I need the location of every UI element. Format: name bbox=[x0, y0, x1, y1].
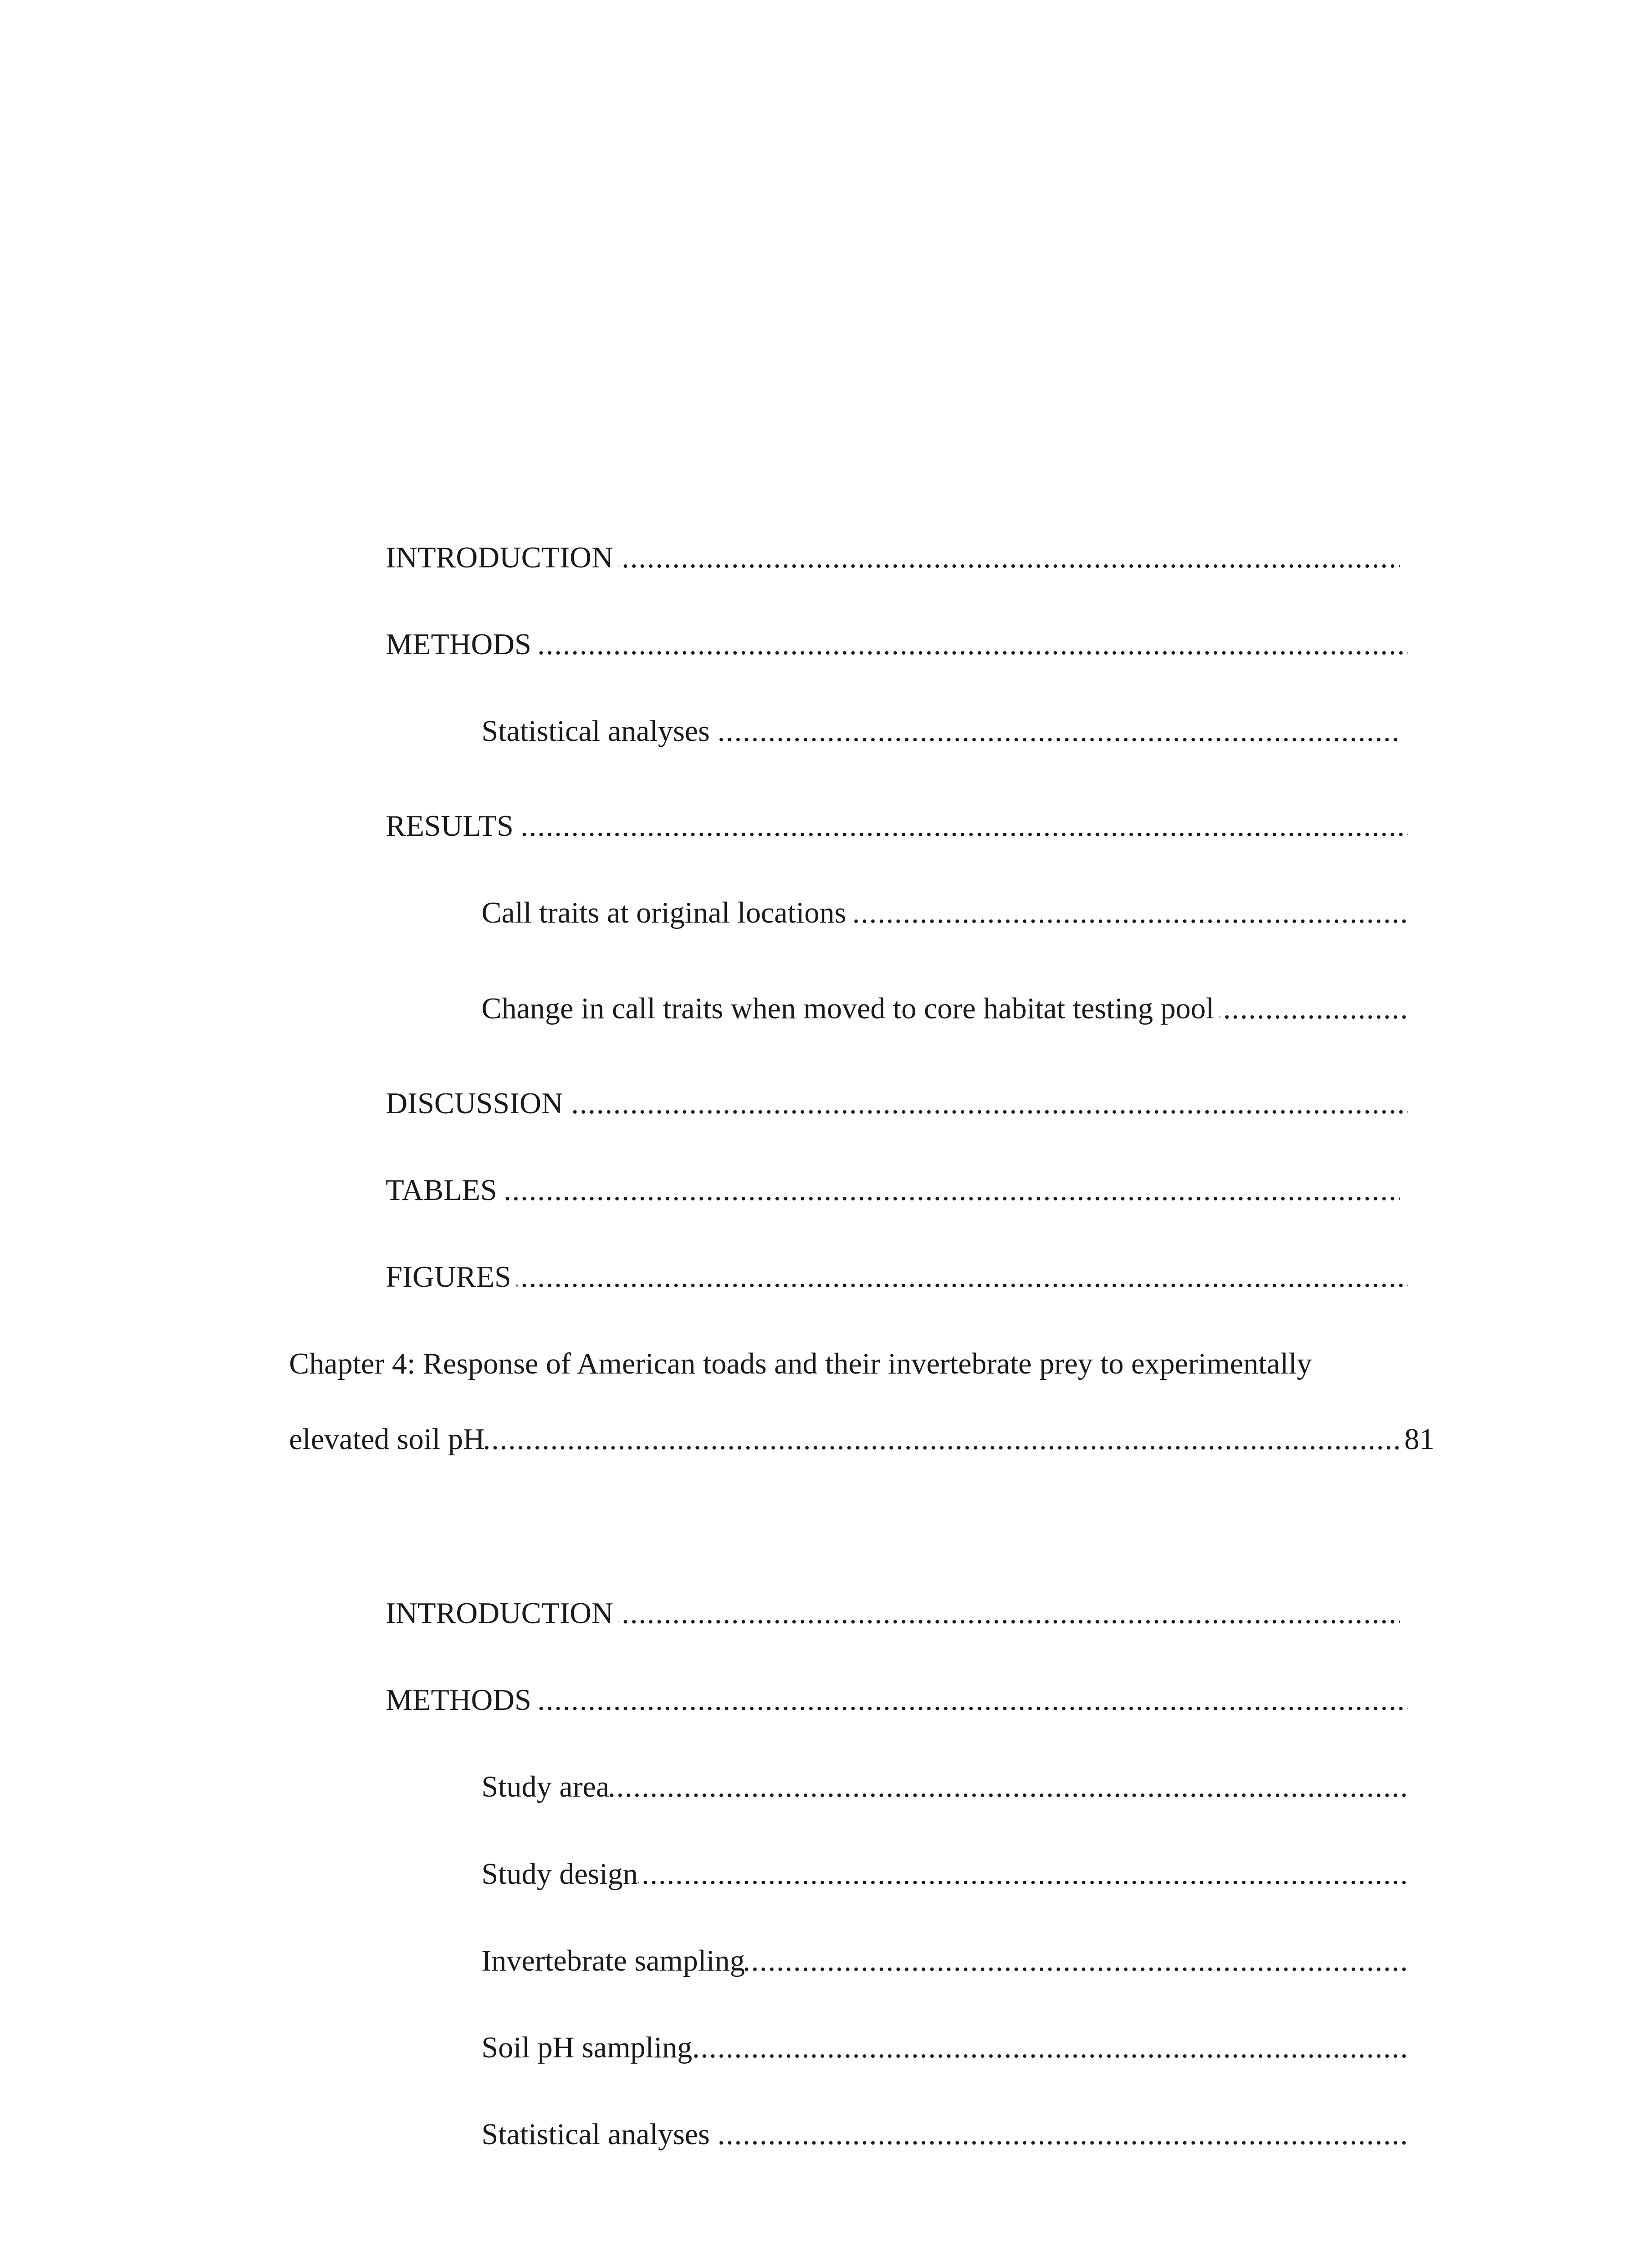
toc-entry-label: Statistical analyses bbox=[481, 2118, 715, 2151]
toc-entry-chapter-4 bbox=[289, 1421, 1434, 1457]
toc-entry-label: Statistical analyses bbox=[481, 714, 715, 748]
toc-entry-introduction bbox=[386, 540, 1400, 575]
toc-entry-label: INTRODUCTION bbox=[386, 1597, 619, 1630]
toc-entry-results bbox=[386, 808, 1408, 844]
toc-entry-soil-ph-sampling bbox=[481, 2029, 1408, 2065]
dot-leader bbox=[386, 1682, 1408, 1718]
toc-entry-label: FIGURES bbox=[386, 1260, 517, 1293]
toc-entry-statistical-analyses bbox=[481, 2116, 1408, 2152]
toc-entry-invertebrate-sampling bbox=[481, 1943, 1408, 1979]
toc-entry-label: INTRODUCTION bbox=[386, 541, 619, 574]
dot-leader bbox=[386, 808, 1408, 844]
toc-entry-label: Study area bbox=[481, 1770, 610, 1803]
toc-entry-label: DISCUSSION bbox=[386, 1087, 569, 1120]
toc-entry-label: RESULTS bbox=[386, 809, 519, 843]
toc-entry-label: Call traits at original locations bbox=[481, 896, 851, 929]
dot-leader bbox=[386, 1172, 1400, 1208]
toc-entry-introduction bbox=[386, 1595, 1400, 1631]
toc-page-number: 81 bbox=[1403, 1421, 1434, 1457]
dot-leader bbox=[481, 1769, 1408, 1805]
chapter-4-title-line-1: Chapter 4: Response of American toads and their invertebrate prey to experimentally bbox=[289, 1347, 1312, 1380]
toc-entry-methods bbox=[386, 626, 1408, 662]
toc-entry-figures bbox=[386, 1259, 1408, 1295]
dot-leader bbox=[386, 1259, 1408, 1295]
toc-entry-change-in-call-traits bbox=[481, 990, 1408, 1026]
toc-entry-label: elevated soil pH bbox=[289, 1423, 485, 1456]
dot-leader bbox=[386, 626, 1408, 662]
toc-entry-label: Study design bbox=[481, 1857, 638, 1891]
toc-entry-label: Invertebrate sampling bbox=[481, 1944, 745, 1977]
toc-entry-tables bbox=[386, 1172, 1400, 1208]
toc-entry-label: Change in call traits when moved to core habitat testing pool bbox=[481, 992, 1220, 1025]
toc-entry-statistical-analyses bbox=[481, 713, 1401, 749]
toc-entry-methods bbox=[386, 1682, 1408, 1718]
toc-entry-label: Soil pH sampling bbox=[481, 2031, 693, 2064]
toc-entry-label: TABLES bbox=[386, 1173, 503, 1207]
toc-entry-study-area bbox=[481, 1769, 1408, 1805]
toc-entry-discussion bbox=[386, 1085, 1408, 1121]
toc-entry-label: METHODS bbox=[386, 1683, 537, 1717]
toc-entry-label: METHODS bbox=[386, 628, 537, 661]
toc-entry-call-traits bbox=[481, 895, 1408, 931]
toc-entry-study-design bbox=[481, 1856, 1408, 1892]
